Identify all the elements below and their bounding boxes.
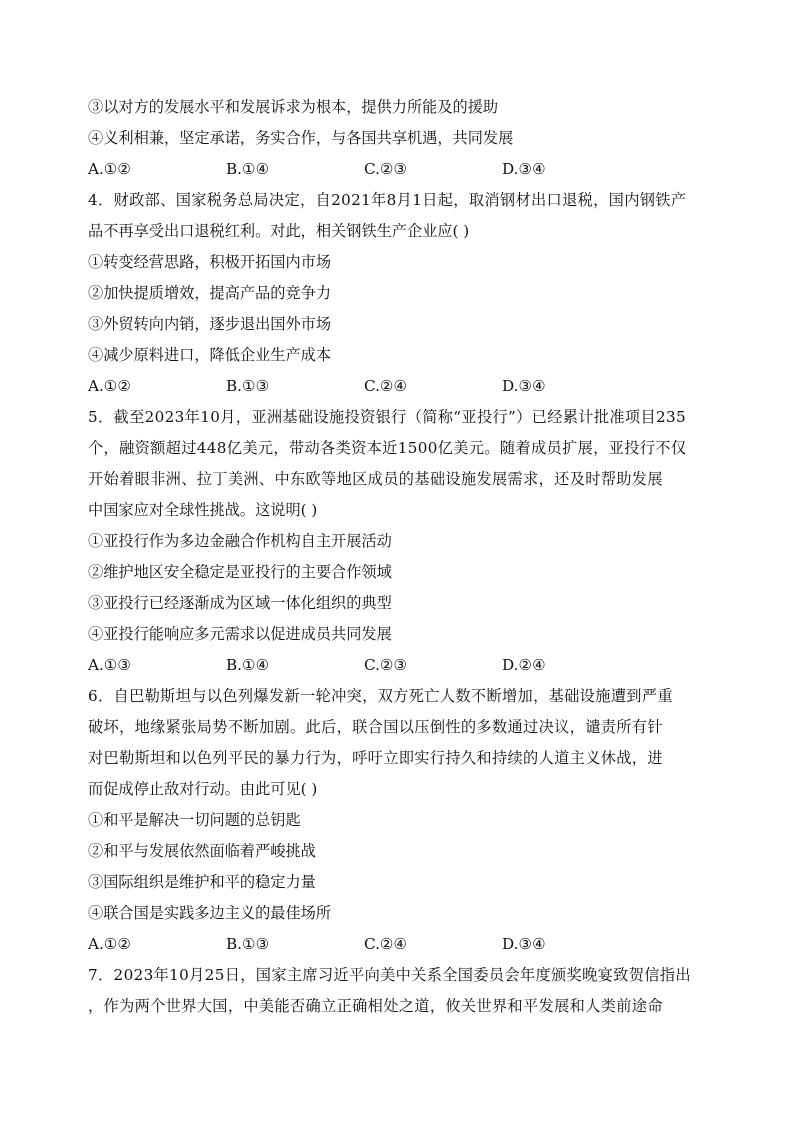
question-stem: 个，融资额超过448亿美元，带动各类资本近1500亿美元。随着成员扩展，亚投行不仅 (88, 439, 687, 457)
choice-b[interactable]: B.①④ (226, 160, 270, 178)
option-4: ④减少原料进口，降低企业生产成本 (88, 346, 331, 364)
question-stem: 4．财政部、国家税务总局决定，自2021年8月1日起，取消钢材出口退税，国内钢铁产 (88, 191, 687, 209)
choice-a[interactable]: A.①② (88, 160, 132, 178)
answer-choices (88, 650, 708, 681)
question-3-tail (88, 92, 708, 185)
option-1: ①转变经营思路，积极开拓国内市场 (88, 253, 331, 271)
choice-c[interactable]: C.②③ (364, 160, 408, 178)
option-3: ③亚投行已经逐渐成为区域一体化组织的典型 (88, 594, 392, 612)
question-6 (88, 681, 708, 960)
choice-d[interactable]: D.②④ (502, 656, 546, 674)
question-stem: 开始着眼非洲、拉丁美洲、中东欧等地区成员的基础设施发展需求，还及时帮助发展 (88, 470, 663, 488)
question-stem: 破坏，地缘紧张局势不断加剧。此后，联合国以压倒性的多数通过决议，谴责所有针 (88, 718, 663, 736)
question-stem: 5．截至2023年10月，亚洲基础设施投资银行（简称“亚投行”）已经累计批准项目235 (88, 408, 687, 426)
choice-b[interactable]: B.①③ (226, 377, 270, 395)
question-4 (88, 185, 708, 402)
choice-a[interactable]: A.①③ (88, 656, 132, 674)
choice-b[interactable]: B.①④ (226, 656, 270, 674)
question-stem: 而促成停止敌对行动。由此可见( ) (88, 780, 318, 798)
choice-c[interactable]: C.②④ (364, 377, 408, 395)
option-4: ④亚投行能响应多元需求以促进成员共同发展 (88, 625, 392, 643)
question-stem: ，作为两个世界大国，中美能否确立正确相处之道，攸关世界和平发展和人类前途命 (88, 997, 663, 1015)
question-stem: 6．自巴勒斯坦与以色列爆发新一轮冲突，双方死亡人数不断增加，基础设施遭到严重 (88, 687, 673, 705)
question-5 (88, 402, 708, 681)
option-2: ②和平与发展依然面临着严峻挑战 (88, 842, 316, 860)
choice-a[interactable]: A.①② (88, 935, 132, 953)
question-stem: 7．2023年10月25日，国家主席习近平向美中关系全国委员会年度颁奖晚宴致贺信指出 (88, 966, 691, 984)
choice-d[interactable]: D.③④ (502, 377, 546, 395)
question-7 (88, 960, 708, 1022)
choice-d[interactable]: D.③④ (502, 935, 546, 953)
exam-page (88, 92, 708, 1022)
answer-choices (88, 929, 708, 960)
option-4: ④义利相兼，坚定承诺，务实合作，与各国共享机遇，共同发展 (88, 129, 514, 147)
option-2: ②维护地区安全稳定是亚投行的主要合作领域 (88, 563, 392, 581)
option-3: ③国际组织是维护和平的稳定力量 (88, 873, 316, 891)
option-3: ③外贸转向内销，逐步退出国外市场 (88, 315, 331, 333)
answer-choices (88, 154, 708, 185)
question-stem: 中国家应对全球性挑战。这说明( ) (88, 501, 318, 519)
option-4: ④联合国是实践多边主义的最佳场所 (88, 904, 331, 922)
choice-d[interactable]: D.③④ (502, 160, 546, 178)
choice-a[interactable]: A.①② (88, 377, 132, 395)
choice-b[interactable]: B.①③ (226, 935, 270, 953)
option-1: ①和平是解决一切问题的总钥匙 (88, 811, 301, 829)
option-1: ①亚投行作为多边金融合作机构自主开展活动 (88, 532, 392, 550)
question-stem: 对巴勒斯坦和以色列平民的暴力行为，呼吁立即实行持久和持续的人道主义休战，进 (88, 749, 663, 767)
question-stem: 品不再享受出口退税红利。对此，相关钢铁生产企业应( ) (88, 222, 470, 240)
answer-choices (88, 371, 708, 402)
choice-c[interactable]: C.②④ (364, 935, 408, 953)
choice-c[interactable]: C.②③ (364, 656, 408, 674)
option-3: ③以对方的发展水平和发展诉求为根本，提供力所能及的援助 (88, 98, 499, 116)
option-2: ②加快提质增效，提高产品的竞争力 (88, 284, 331, 302)
